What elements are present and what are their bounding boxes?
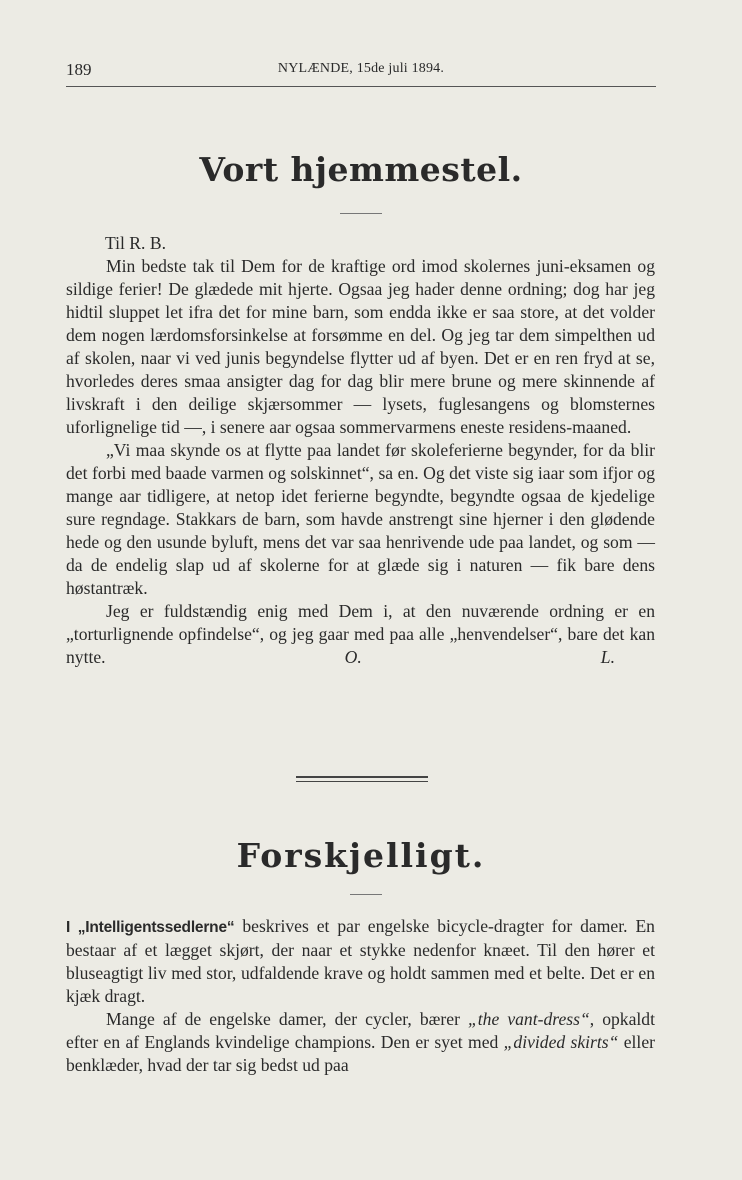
closing-text: Jeg er fuldstændig enig med Dem i, at den nuværende ordning er en „torturlignende opfindelse“, og jeg gaar med paa alle „henvendelser“, bare det kan nytte. xyxy=(66,601,655,667)
paragraph: Min bedste tak til Dem for de kraftige ord imod skolernes juni-eksamen og sildige ferier! De glædede mit hjerte. Ogsaa jeg hader denne ordning; dog har jeg hidtil sluppet let ifra det for mine barn, som endda ikke er saa store, at det volder dem nogen lærdomsforsinkelse at forsømme en del. Og jeg tar dem simpelthen ud af skolen, naar vi ved junis begyndelse flytter ud af byen. Det er en ren fryd at se, hvorledes deres smaa ansigter dag for dag blir mere brune og mere skinnende af livskraft i den deilige skjærsommer — lysets, fuglesangens og blomsternes uforlignelige tid —, i senere aar ogsaa sommervarmens eneste residens-maaned. xyxy=(66,256,655,437)
title-divider xyxy=(350,894,382,895)
running-head xyxy=(66,60,656,82)
paragraph-closing xyxy=(66,600,655,669)
journal-issue-line: NYLÆNDE, 15de juli 1894. xyxy=(277,61,445,76)
paragraph: „Vi maa skynde os at flytte paa landet før skoleferierne begynder, for da blir det forbi med baade varmen og solskinnet“, sa en. Og det viste sig iaar som ifjor og mange aar tidligere, at netop idet ferierne begyndte, begyndte ogsaa de kjedelige sure regndage. Stakkars de barn, som havde anstrengt sine hjerner i den glødende hede og den usunde byluft, mens det var saa henrivende ude paa landet, og som — da de endelig slap ud af skolerne for at glæde sig i naturen — fik bare dens høstantræk. xyxy=(66,440,655,598)
signature: O. L. xyxy=(344,647,615,667)
lead-in: I „Intelligentssedlerne“ xyxy=(66,919,235,936)
page-number: 189 xyxy=(66,60,92,79)
article-body-forskjelligt xyxy=(66,915,655,1077)
emphasis: „the vant-dress“ xyxy=(467,1009,590,1029)
section-divider xyxy=(296,776,428,782)
paragraph xyxy=(66,915,655,1008)
paragraph-text: Mange af de engelske damer, der cycler, bærer xyxy=(106,1009,468,1029)
emphasis: „divided skirts“ xyxy=(503,1032,619,1052)
article-title-vort-hjemmestel: Vort hjemmestel. xyxy=(199,150,523,189)
paragraph-text: beskrives et par engelske bicycle-dragter for damer. En bestaar af et lægget skjørt, der naar et stykke nedenfor knæet. Til den hører et bluseagtigt liv med stor, udfaldende krave og holdt sammen med et belte. Det er en kjæk dragt. xyxy=(66,916,655,1006)
paragraph-text: eller benklæder, hvad der tar sig bedst ud paa xyxy=(66,1032,655,1075)
article-title-forskjelligt: Forskjelligt. xyxy=(236,836,486,875)
header-rule xyxy=(66,86,656,87)
title-divider xyxy=(340,213,382,214)
salutation: Til R. B. xyxy=(105,233,166,253)
paragraph-text: , opkaldt efter en af Englands kvindelige champions. Den er syet med xyxy=(66,1009,655,1052)
article-body-vort-hjemmestel xyxy=(66,232,655,669)
paragraph xyxy=(66,1008,655,1077)
